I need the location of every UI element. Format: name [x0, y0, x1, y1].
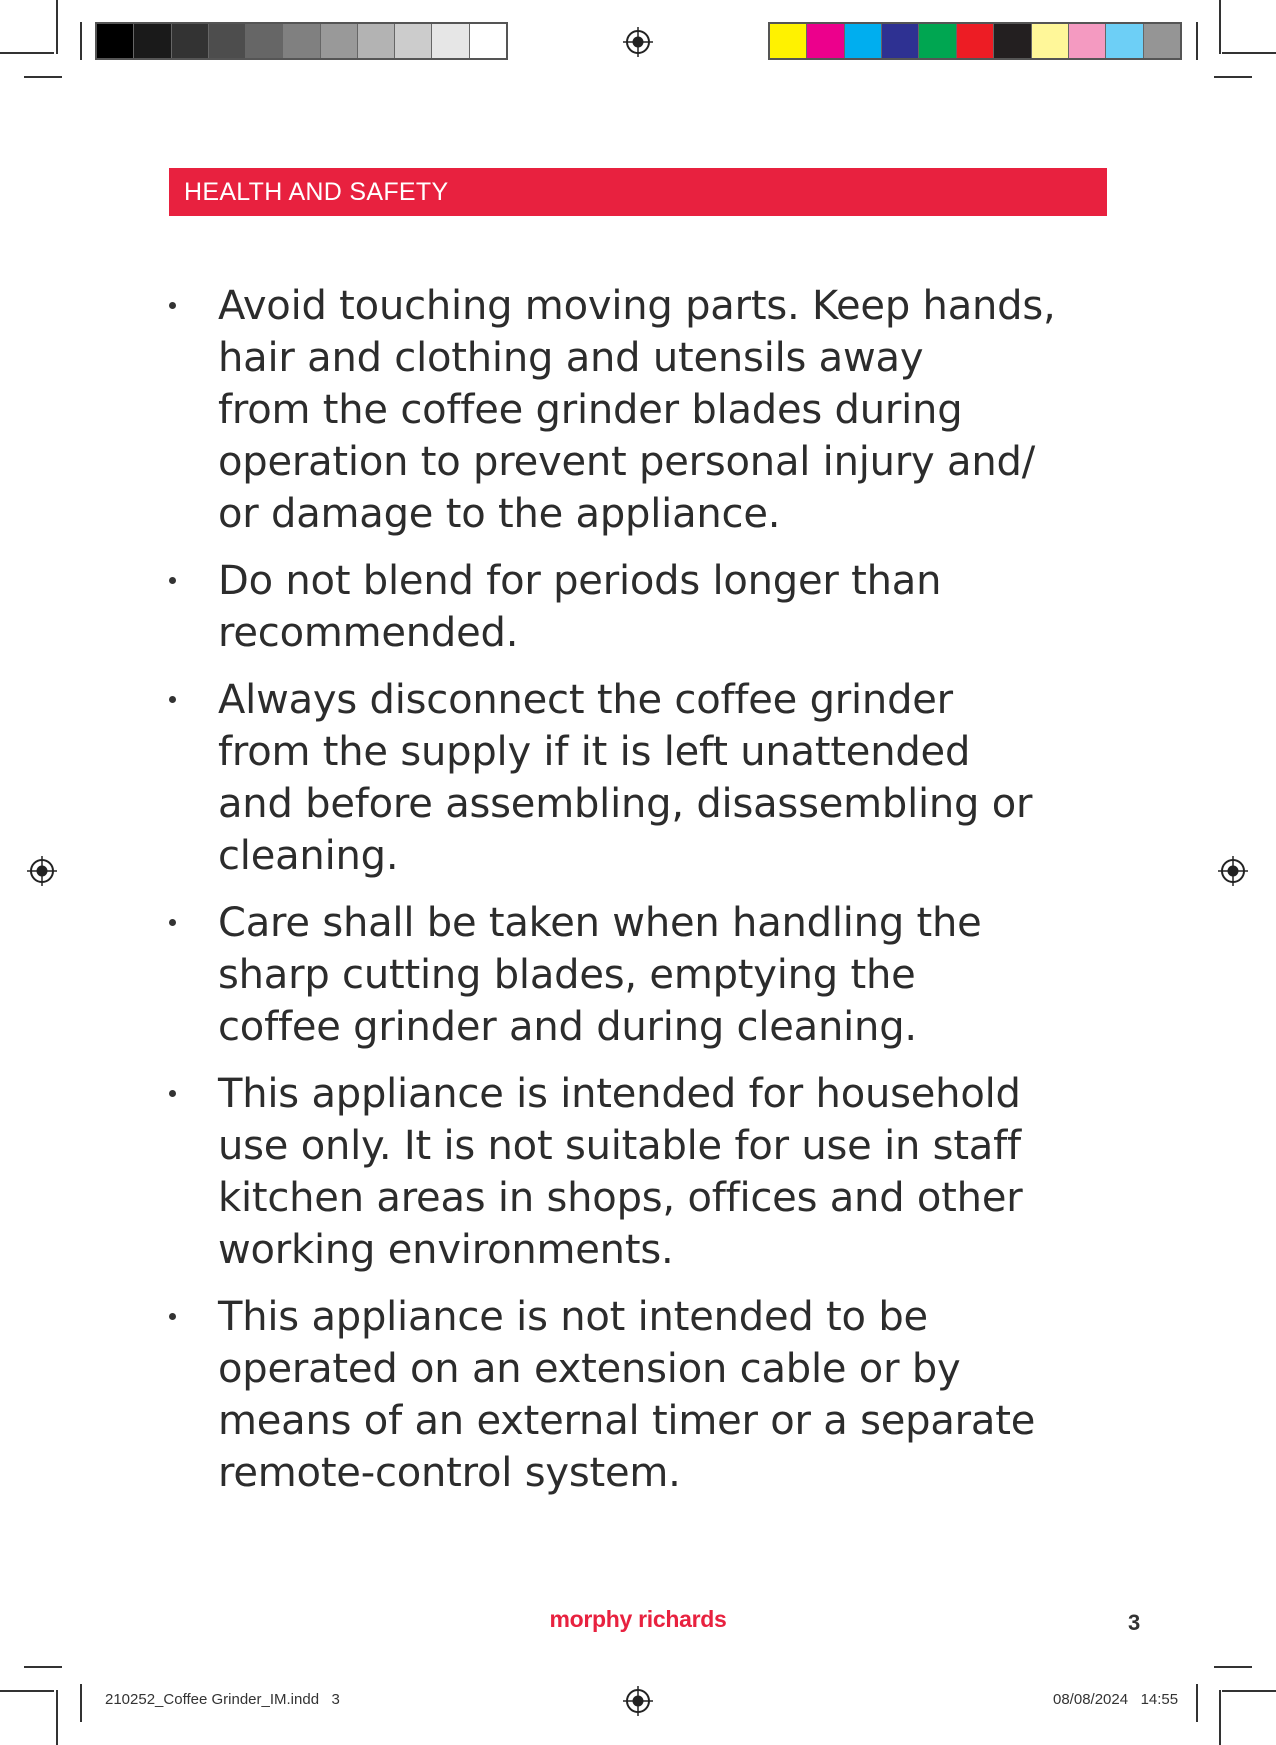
crop-mark	[0, 1690, 54, 1692]
crop-mark	[80, 1684, 82, 1722]
page-number: 3	[1128, 1610, 1141, 1635]
crop-mark	[1214, 1666, 1252, 1668]
crop-mark	[1219, 1690, 1221, 1745]
color-swatch	[1069, 24, 1106, 58]
safety-bullet-list	[169, 280, 1129, 1514]
color-swatch	[97, 24, 134, 58]
bullet-dot-icon	[169, 1090, 176, 1097]
bullet-text: Always disconnect the coffee grinder from the supply if it is left unattended and before assembling, disassembling or cleaning.	[218, 677, 1033, 879]
list-item	[169, 280, 1129, 540]
color-swatch	[395, 24, 432, 58]
bullet-text: Do not blend for periods longer than recommended.	[218, 558, 942, 656]
bullet-dot-icon	[169, 302, 176, 309]
color-swatch	[882, 24, 919, 58]
bullet-text: Avoid touching moving parts. Keep hands, hair and clothing and utensils away from the coffee grinder blades during operation to prevent personal injury and/ or damage to the appliance.	[218, 283, 1056, 537]
crop-mark	[24, 76, 62, 78]
bullet-dot-icon	[169, 577, 176, 584]
list-item	[169, 897, 1129, 1053]
crop-mark	[24, 1666, 62, 1668]
color-swatch	[134, 24, 171, 58]
bullet-text: This appliance is intended for household use only. It is not suitable for use in staff kitchen areas in shops, offices and other working environments.	[218, 1071, 1023, 1273]
color-swatch	[1106, 24, 1143, 58]
color-swatch	[919, 24, 956, 58]
color-swatch	[1032, 24, 1069, 58]
color-swatch	[845, 24, 882, 58]
registration-mark-icon	[1218, 856, 1248, 886]
slug-datetime: 08/08/2024 14:55	[1053, 1691, 1179, 1708]
grayscale-color-bar	[95, 22, 508, 60]
color-swatch	[957, 24, 994, 58]
crop-mark	[1219, 0, 1221, 54]
color-swatch	[994, 24, 1031, 58]
section-header: HEALTH AND SAFETY	[169, 168, 1107, 216]
bullet-text: This appliance is not intended to be operated on an extension cable or by means of an external timer or a separate remote-control system.	[218, 1294, 1036, 1496]
crop-mark	[1214, 76, 1252, 78]
registration-mark-icon	[623, 1686, 653, 1716]
list-item	[169, 555, 1129, 659]
crop-mark	[80, 22, 82, 60]
color-swatch	[358, 24, 395, 58]
crop-mark	[0, 52, 54, 54]
color-swatch	[807, 24, 844, 58]
color-swatch	[209, 24, 246, 58]
bullet-text: Care shall be taken when handling the sharp cutting blades, emptying the coffee grinder and during cleaning.	[218, 900, 982, 1050]
color-swatch	[470, 24, 506, 58]
color-swatch	[432, 24, 469, 58]
registration-mark-icon	[623, 27, 653, 57]
slug-filename: 210252_Coffee Grinder_IM.indd 3	[105, 1691, 340, 1708]
list-item	[169, 1291, 1129, 1499]
crop-mark	[1196, 1684, 1198, 1722]
bullet-dot-icon	[169, 696, 176, 703]
color-swatch	[1144, 24, 1180, 58]
color-swatch	[172, 24, 209, 58]
list-item	[169, 674, 1129, 882]
color-swatch	[283, 24, 320, 58]
registration-mark-icon	[27, 856, 57, 886]
process-color-bar	[768, 22, 1182, 60]
color-swatch	[770, 24, 807, 58]
bullet-dot-icon	[169, 1313, 176, 1320]
crop-mark	[1222, 1690, 1276, 1692]
crop-mark	[56, 1690, 58, 1745]
crop-mark	[1222, 52, 1276, 54]
color-swatch	[321, 24, 358, 58]
bullet-dot-icon	[169, 919, 176, 926]
crop-mark	[56, 0, 58, 54]
list-item	[169, 1068, 1129, 1276]
color-swatch	[246, 24, 283, 58]
brand-logo: morphy richards	[549, 1606, 727, 1632]
crop-mark	[1196, 22, 1198, 60]
